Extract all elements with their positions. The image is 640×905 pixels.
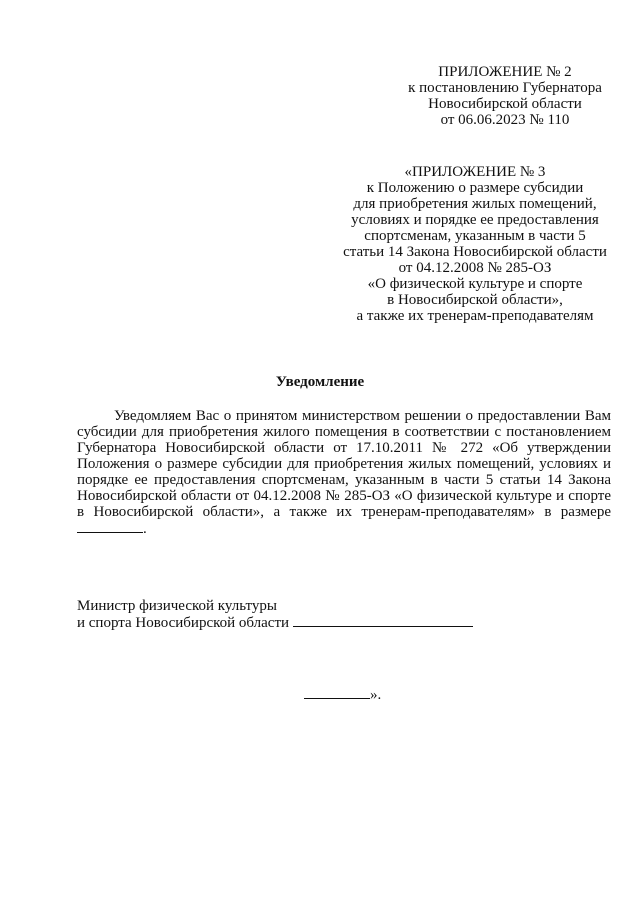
appendix-2-line: Новосибирской области: [428, 96, 582, 112]
appendix-3-line: к Положению о размере субсидии: [366, 180, 584, 196]
appendix-2-date: от 06.06.2023 № 110: [440, 112, 570, 128]
notice-body-text: Уведомляем Вас о принятом министерством решении о предоставлении Вам субсидии для приобретения жилого помещения в соответствии с постановлением Губернатора Новосибирской области от 17.10.2011 № 272 «Об утверждении Положения о размере субсидии для приобретения жилых помещений, условиях и порядке ее предоставления спортсменам, указанным в части 5 статьи 14 Закона Новосибирской области от 04.12.2008 № 285-ОЗ «О физической культуре и спорте в Новосибирской области», а также их тренерам-преподавателям» в размере: [77, 408, 611, 520]
signature-title-text: и спорта Новосибирской области: [77, 615, 290, 631]
amount-blank: [77, 520, 143, 533]
appendix-3-header: [330, 164, 620, 324]
signature-block: [77, 598, 497, 631]
appendix-3-line: а также их тренерам-преподавателям: [356, 308, 594, 324]
appendix-3-line: в Новосибирской области»,: [387, 292, 563, 308]
appendix-2-title: ПРИЛОЖЕНИЕ № 2: [438, 64, 572, 80]
closing-end: ».: [370, 687, 382, 703]
signature-title-line-1: Министр физической культуры: [77, 598, 277, 614]
appendix-3-line: спортсменам, указанным в части 5: [364, 228, 586, 244]
closing-line: [304, 686, 381, 703]
appendix-2-header: [390, 64, 620, 128]
notice-body: [77, 408, 611, 537]
notice-body-end: .: [143, 521, 147, 537]
signature-title-line-2: [77, 614, 497, 631]
appendix-3-title: «ПРИЛОЖЕНИЕ № 3: [404, 164, 546, 180]
closing-blank: [304, 686, 370, 699]
appendix-3-line: «О физической культуре и спорте: [367, 276, 583, 292]
appendix-3-line: для приобретения жилых помещений,: [353, 196, 597, 212]
appendix-3-line: условиях и порядке ее предоставления: [351, 212, 599, 228]
appendix-3-line: от 04.12.2008 № 285-ОЗ: [398, 260, 552, 276]
signature-blank: [293, 614, 473, 627]
appendix-2-line: к постановлению Губернатора: [408, 80, 602, 96]
notice-title: Уведомление: [275, 374, 365, 390]
appendix-3-line: статьи 14 Закона Новосибирской области: [343, 244, 607, 260]
